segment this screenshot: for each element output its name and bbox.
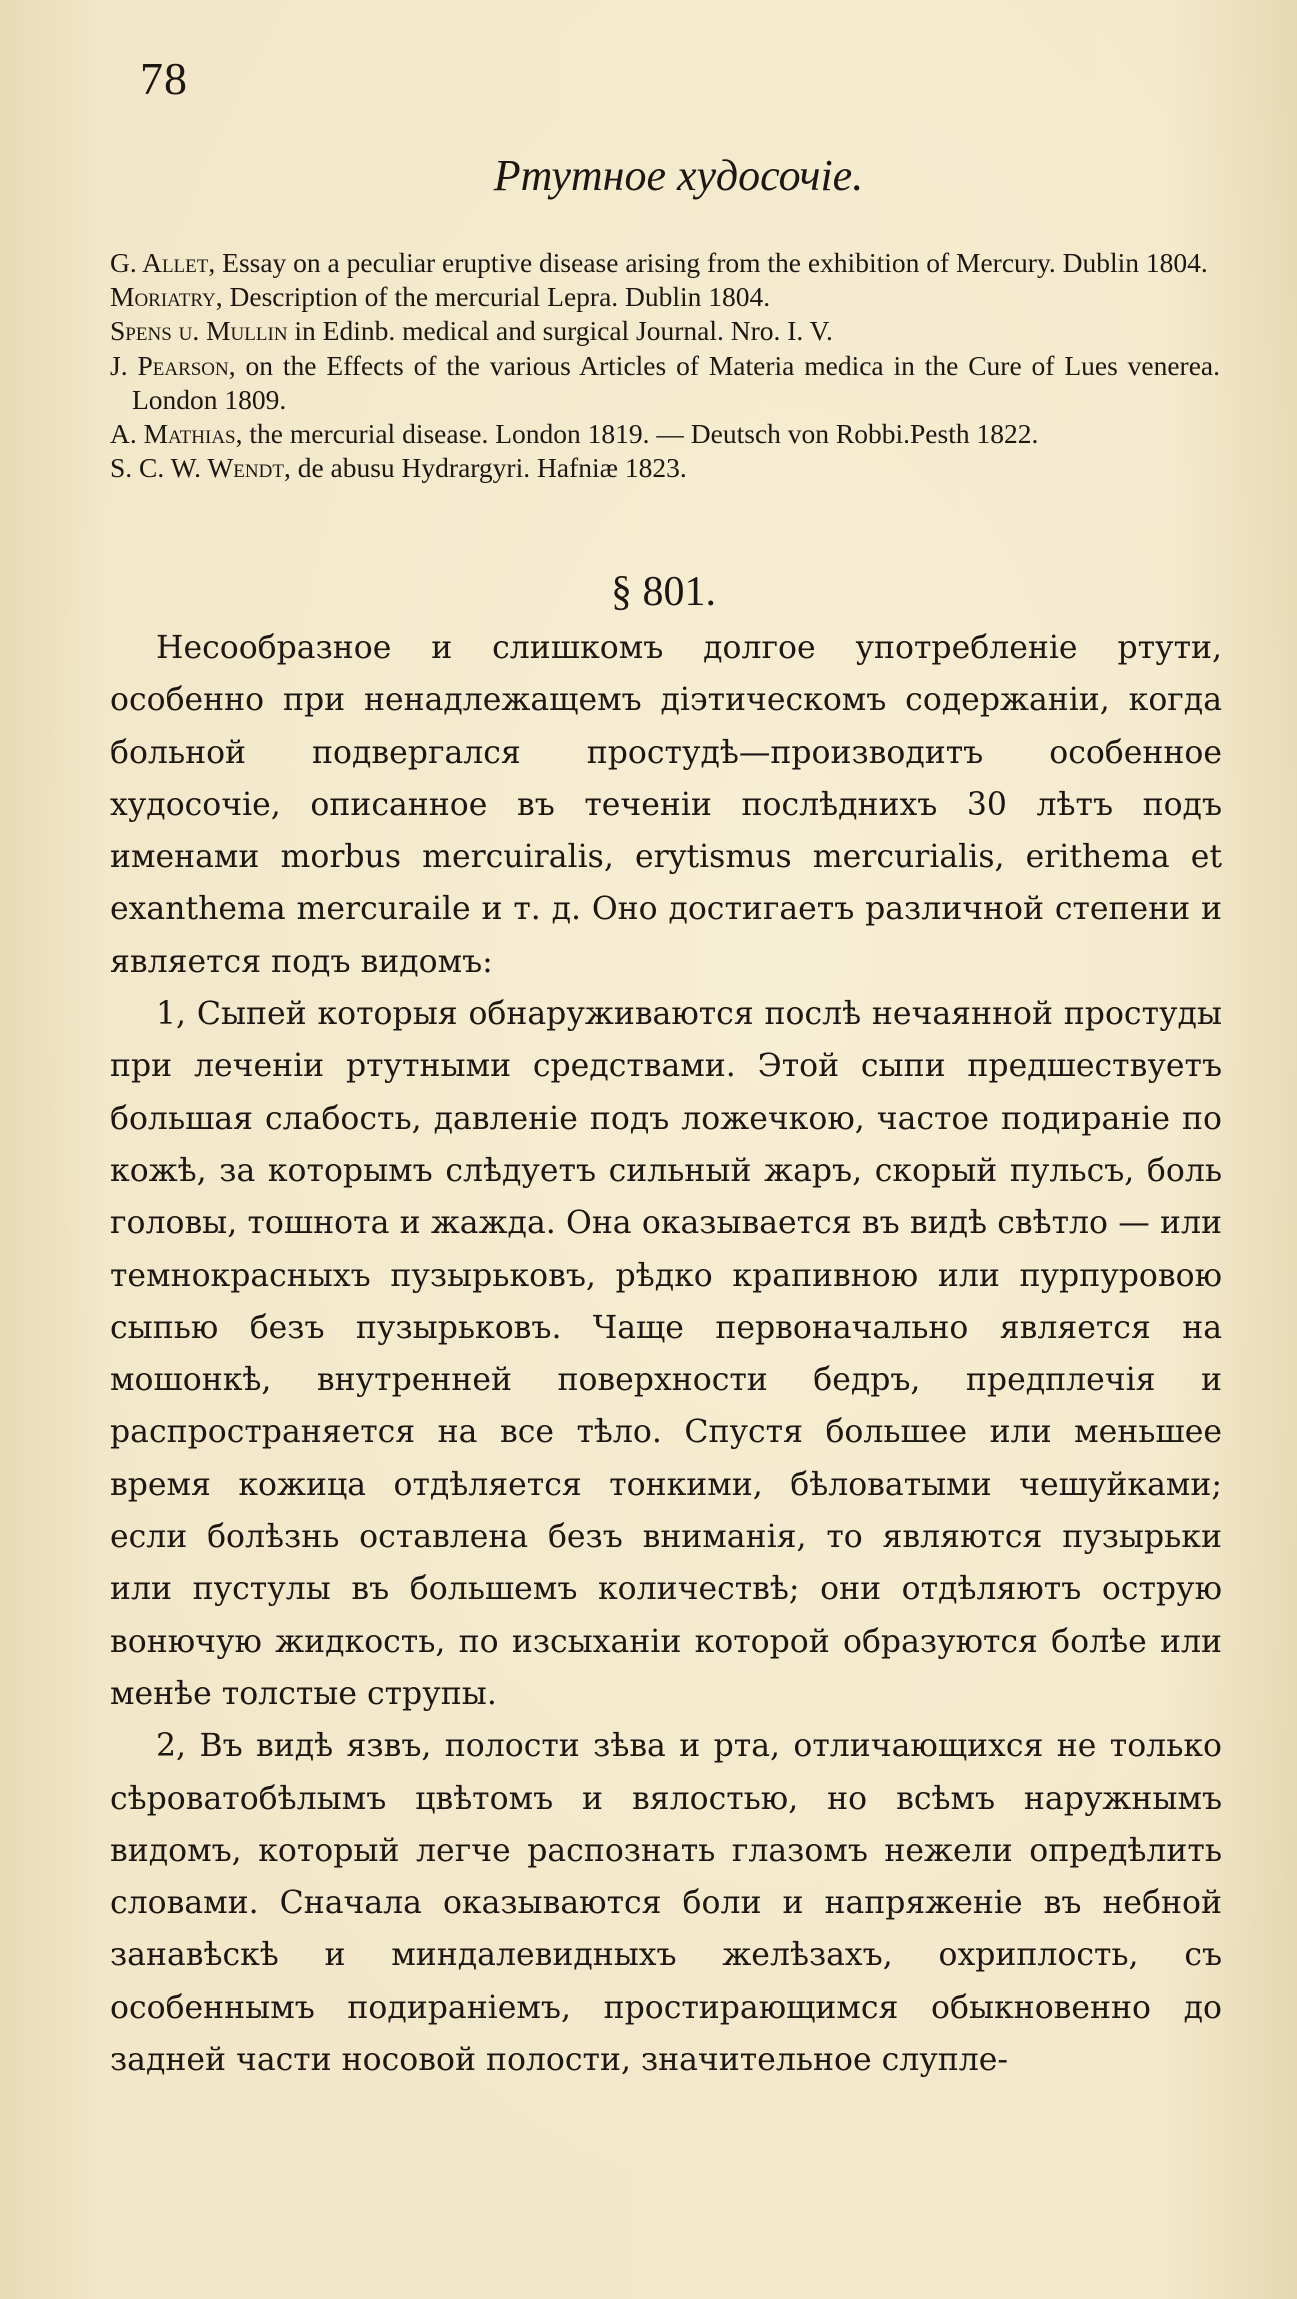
body-paragraph: 2, Въ видѣ язвъ, полости зѣва и рта, отличающихся не только сѣроватобѣлымъ цвѣтомъ и вялостью, но всѣмъ наружнымъ видомъ, который легче распознать глазомъ нежели опредѣлить словами. Сначала оказываются боли и напряженіе въ небной занавѣскѣ и миндалевидныхъ желѣзахъ, охриплость, съ особеннымъ подираніемъ, простирающимся обыкновенно до задней части носовой полости, значительное слупле-	[110, 1728, 1222, 2079]
bibliography-citation: , de abusu Hydrargyri. Hafniæ 1823.	[283, 452, 687, 484]
bibliography-author: S. C. W. Wendt	[110, 452, 284, 484]
bibliography-citation: , Description of the mercurial Lepra. Dublin 1804.	[215, 281, 771, 313]
bibliography-citation: , Essay on a peculiar eruptive disease arising from the exhibition of Mercury. Dublin 1804.	[208, 247, 1208, 278]
bibliography-author: A. Mathias	[110, 418, 236, 450]
section-heading: § 801.	[611, 569, 716, 615]
bibliography-citation: in Edinb. medical and surgical Journal. Nro. I. V.	[287, 315, 833, 347]
bibliography-author: G. Allet	[110, 247, 209, 278]
bibliography-entry	[110, 417, 1220, 451]
running-title: Ртутное худосочіе.	[493, 151, 864, 200]
bibliography-author: Moriatry	[110, 281, 216, 313]
section-body	[110, 622, 1222, 2086]
bibliography-entry	[110, 246, 1220, 280]
bibliography-entry	[110, 280, 1220, 314]
body-paragraph: Несообразное и слишкомъ долгое употребленіе ртути, особенно при ненадлежащемъ діэтическомъ содержаніи, когда больной подвергался простудѣ—производитъ особенное худосочіе, описанное въ теченіи послѣднихъ 30 лѣтъ подъ именами morbus mercuiralis, erytismus mercurialis, erithema et exanthema mercuraile и т. д. Оно достигаетъ различной степени и является подъ видомъ:	[110, 630, 1222, 980]
page-number: 78	[140, 53, 188, 104]
bibliography-entry	[110, 451, 1220, 485]
bibliography-list	[110, 246, 1220, 485]
bibliography-citation: , on the Effects of the various Articles of Materia medica in the Cure of Lues venerea. London 1809.	[132, 349, 1221, 415]
bibliography-entry	[110, 349, 1220, 417]
bibliography-citation: , the mercurial disease. London 1819. — Deutsch von Robbi.Pesth 1822.	[235, 418, 1039, 450]
bibliography-entry	[110, 314, 1220, 348]
body-paragraph: 1, Сыпей которыя обнаруживаются послѣ нечаянной простуды при леченіи ртутными средствами. Этой сыпи предшествуетъ большая слабость, давленіе подъ ложечкою, частое подираніе по кожѣ, за которымъ слѣдуетъ сильный жаръ, скорый пульсъ, боль головы, тошнота и жажда. Она оказывается въ видѣ свѣтло — или темнокрасныхъ пузырьковъ, рѣдко крапивною или пурпуровою сыпью безъ пузырьковъ. Чаще первоначально является на мошонкѣ, внутренней поверхности бедръ, предплечія и распространяется на все тѣло. Спустя большее или меньшее время кожица отдѣляется тонкими, бѣловатыми чешуйками; если болѣзнь оставлена безъ вниманія, то являются пузырьки или пустулы въ большемъ количествѣ; они отдѣляютъ острую вонючую жидкость, по изсыханіи которой образуются болѣе или менѣе толстые струпы.	[110, 996, 1222, 1712]
bibliography-author: Spens u. Mullin	[110, 315, 288, 347]
bibliography-author: J. Pearson	[110, 349, 229, 381]
